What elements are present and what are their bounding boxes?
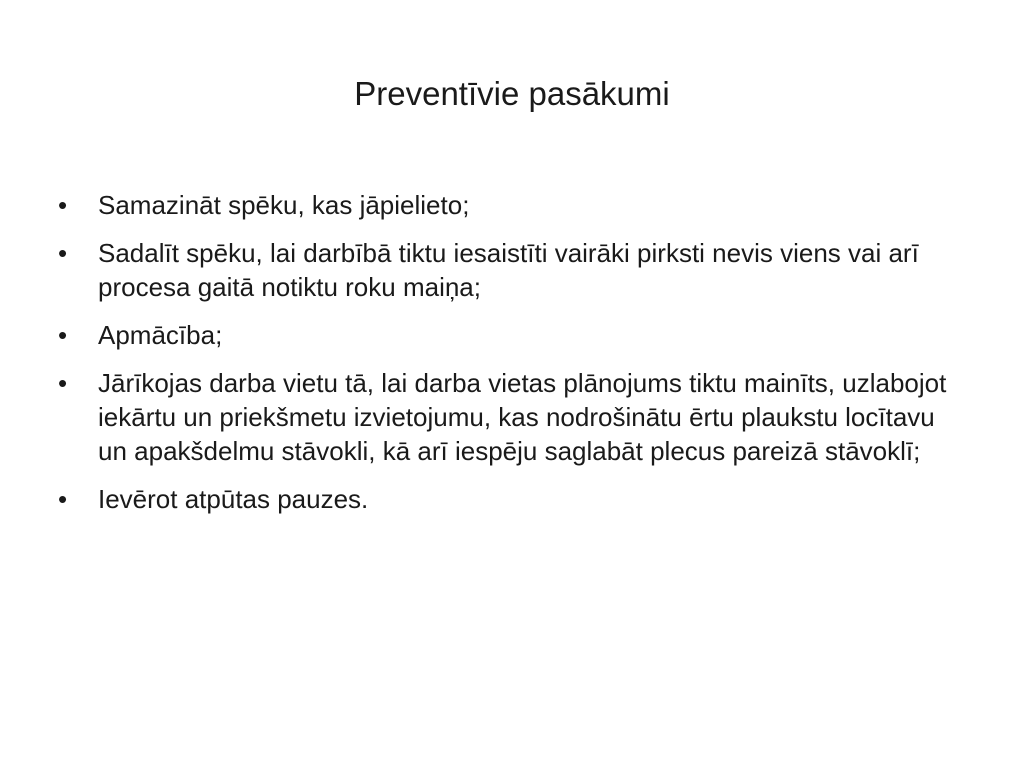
bullet-list: [58, 188, 968, 530]
bullet-item: [58, 482, 968, 516]
bullet-text: Sadalīt spēku, lai darbībā tiktu iesaistīti vairāki pirksti nevis viens vai arī procesa gaitā notiktu roku maiņa;: [98, 238, 919, 302]
slide-title: Preventīvie pasākumi: [354, 75, 670, 112]
bullet-item: [58, 318, 968, 352]
bullet-marker: •: [58, 484, 68, 514]
bullet-marker: •: [58, 368, 68, 398]
bullet-item: [58, 236, 968, 304]
bullet-marker: •: [58, 190, 68, 220]
bullet-text: Jārīkojas darba vietu tā, lai darba vietas plānojums tiktu mainīts, uzlabojot iekārtu un priekšmetu izvietojumu, kas nodrošinātu ērtu plaukstu locītavu un apakšdelmu stāvokli, kā arī iespēju saglabāt plecus pareizā stāvoklī;: [98, 368, 947, 466]
bullet-text: Ievērot atpūtas pauzes.: [98, 484, 369, 514]
bullet-item: [58, 188, 968, 222]
bullet-text: Apmācība;: [98, 320, 223, 350]
bullet-item: [58, 366, 968, 468]
bullet-marker: •: [58, 238, 68, 268]
bullet-marker: •: [58, 320, 68, 350]
bullet-text: Samazināt spēku, kas jāpielieto;: [98, 190, 470, 220]
